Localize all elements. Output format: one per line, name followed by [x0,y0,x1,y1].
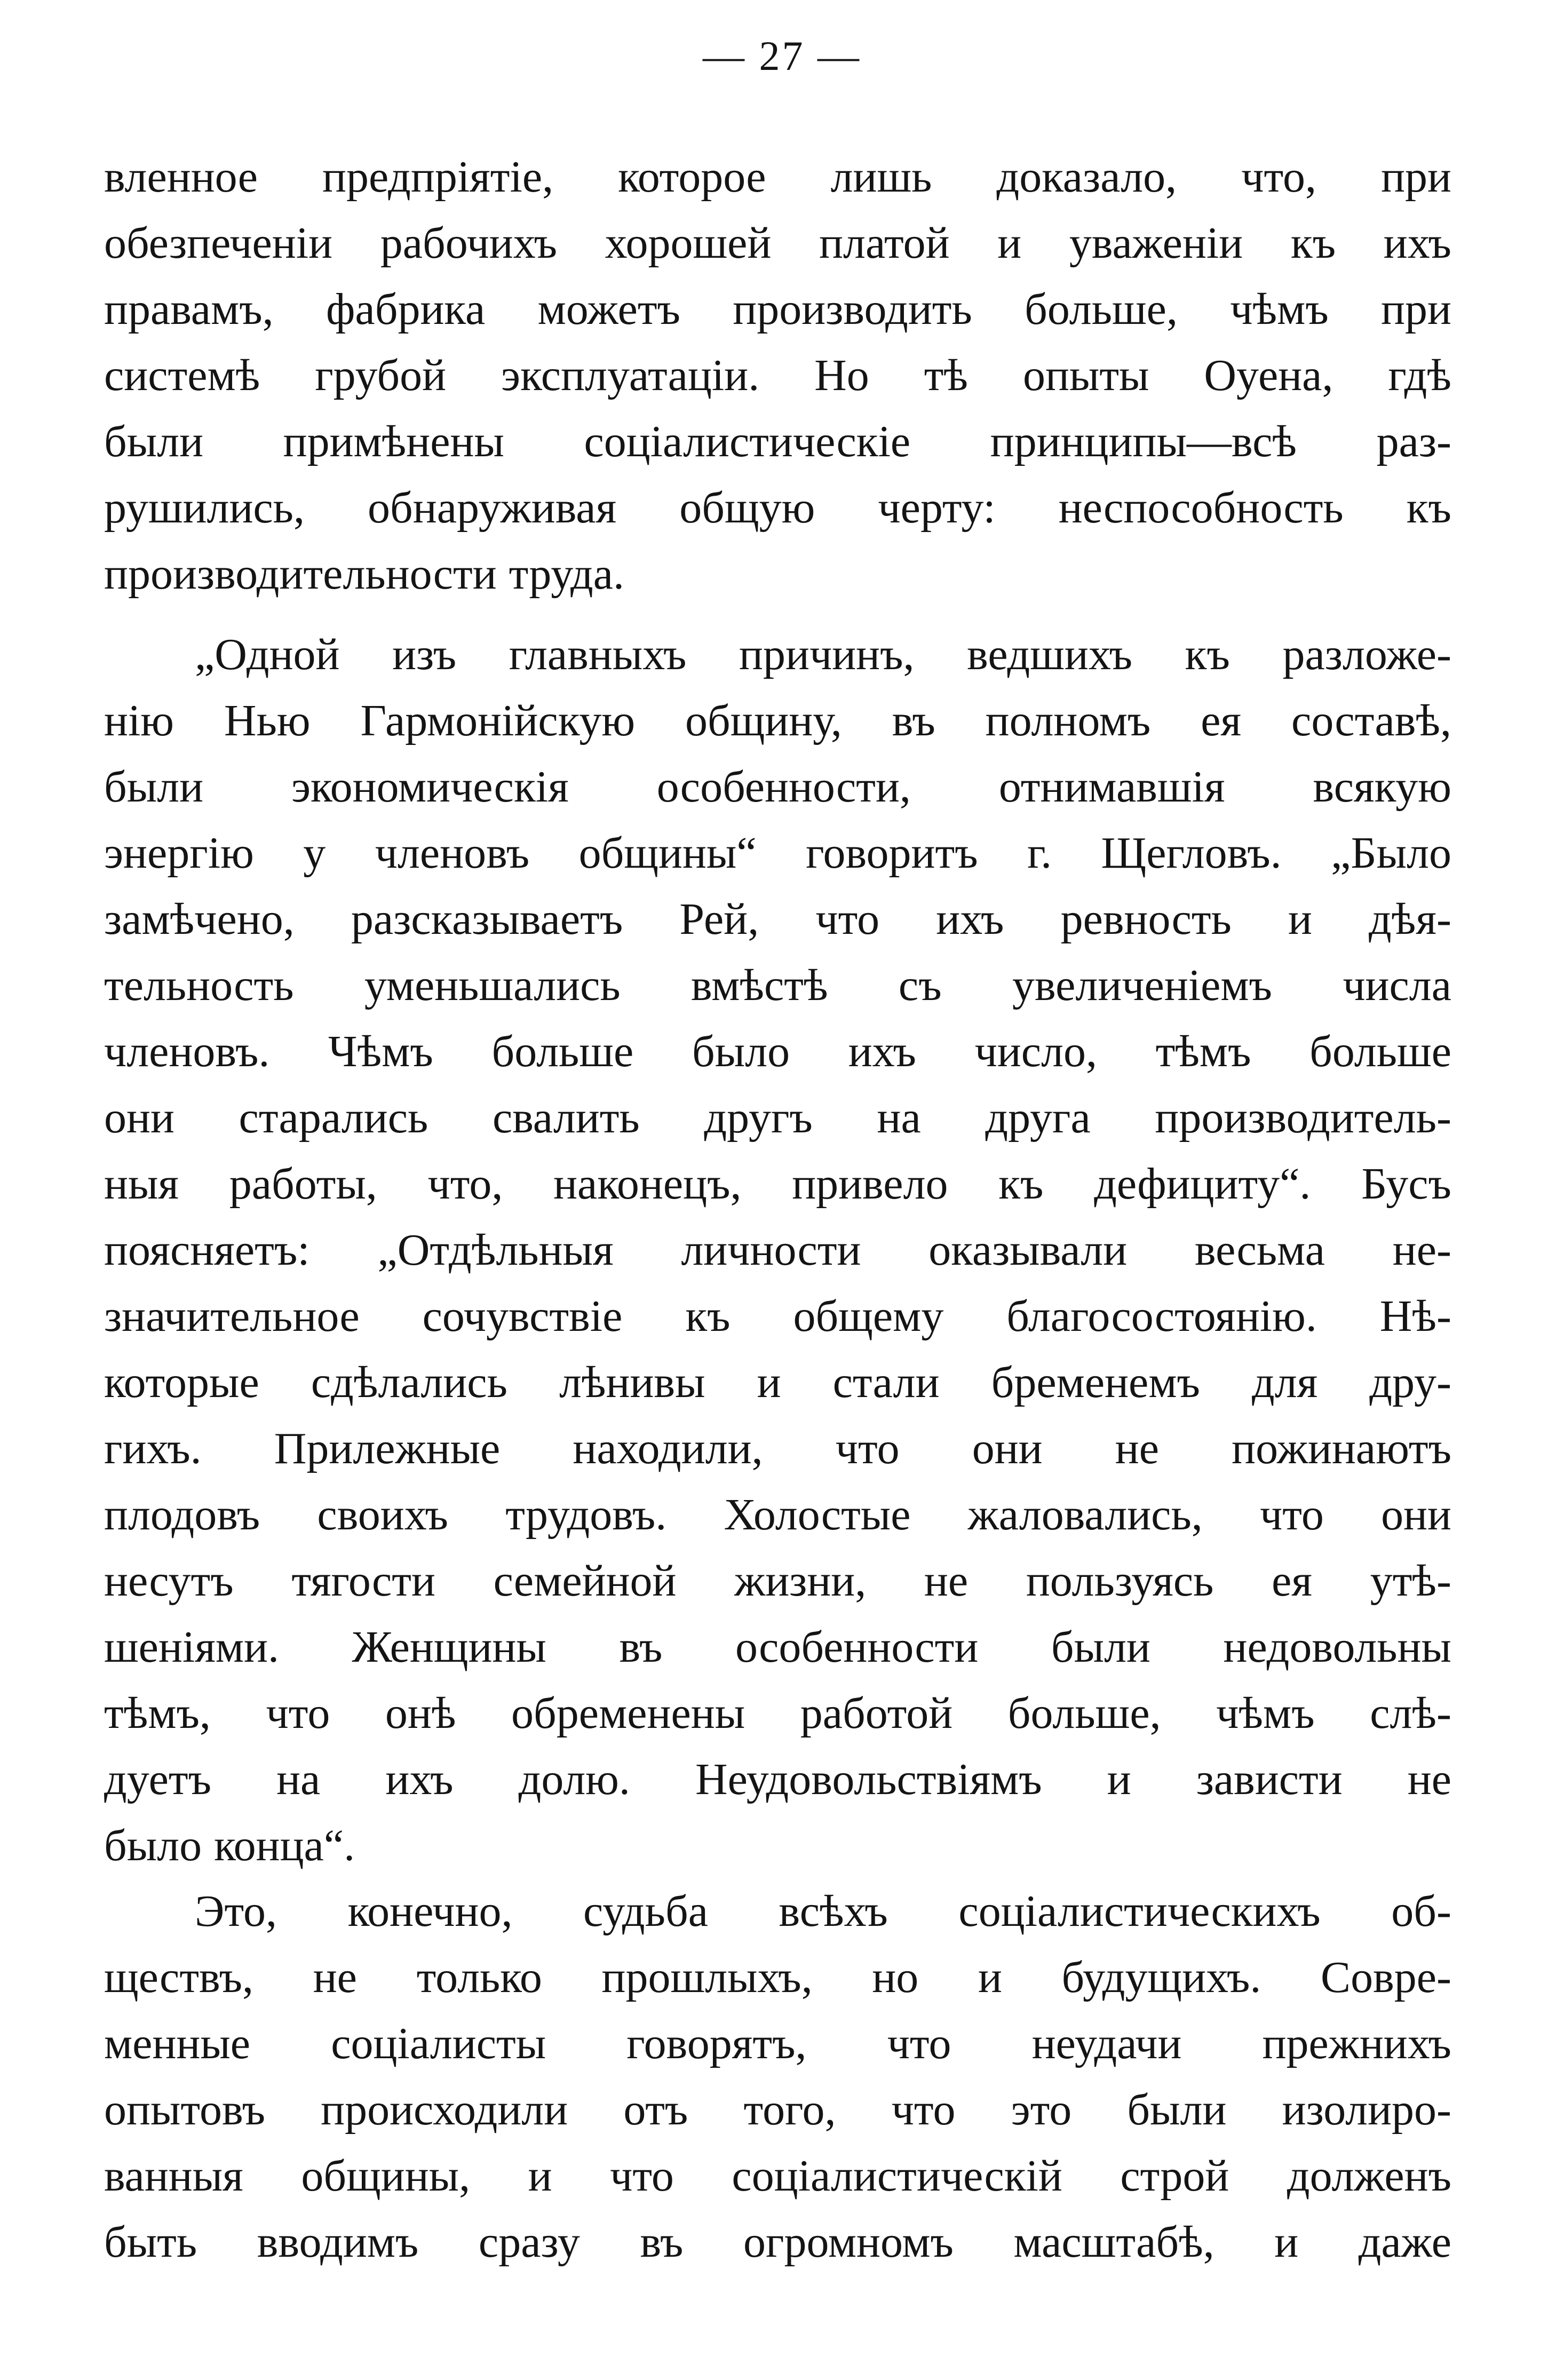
text-line: „Одной изъ главныхъ причинъ, ведшихъ къ разложе- [195,630,1451,679]
text-line: они старались свалить другъ на друга производитель- [104,1093,1451,1143]
text-line: членовъ. Чѣмъ больше было ихъ число, тѣмъ больше [104,1027,1451,1076]
text-line: плодовъ своихъ трудовъ. Холостые жаловались, что они [104,1490,1451,1540]
text-line: правамъ, фабрика можетъ производить больше, чѣмъ при [104,284,1451,334]
text-line: замѣчено, разсказываетъ Рей, что ихъ ревность и дѣя- [104,894,1451,944]
text-line: несутъ тягости семейной жизни, не пользуясь ея утѣ- [104,1556,1451,1606]
text-line: тѣмъ, что онѣ обременены работой больше, чѣмъ слѣ- [104,1688,1451,1738]
paragraph-1 [104,144,1451,607]
page-number: — 27 — [703,33,861,79]
text-line: ществъ, не только прошлыхъ, но и будущихъ. Совре- [104,1953,1451,2002]
paragraph-3 [104,1878,1451,2275]
text-line: менные соціалисты говорятъ, что неудачи прежнихъ [104,2019,1451,2068]
text-line: было конца“. [104,1821,355,1870]
text-line: вленное предпріятіе, которое лишь доказало, что, при [104,152,1451,202]
text-line: ныя работы, что, наконецъ, привело къ дефициту“. Бусъ [104,1159,1451,1209]
text-line: опытовъ происходили отъ того, что это были изолиро- [104,2085,1451,2135]
text-line: обезпеченіи рабочихъ хорошей платой и уваженіи къ ихъ [104,218,1451,268]
text-line: дуетъ на ихъ долю. Неудовольствіямъ и зависти не [104,1755,1451,1804]
text-line: шеніями. Женщины въ особенности были недовольны [104,1622,1451,1672]
text-line: ванныя общины, и что соціалистическій строй долженъ [104,2151,1451,2201]
paragraph-2 [104,622,1451,1879]
text-line: значительное сочувствіе къ общему благосостоянію. Нѣ- [104,1291,1451,1341]
text-line: производительности труда. [104,549,625,599]
text-line: нію Нью Гармонійскую общину, въ полномъ ея составѣ, [104,696,1451,745]
text-line: были экономическія особенности, отнимавшія всякую [104,762,1451,812]
text-line: быть вводимъ сразу въ огромномъ масштабѣ, и даже [104,2217,1451,2267]
text-line: рушились, обнаруживая общую черту: неспособность къ [104,483,1451,533]
text-line: системѣ грубой эксплуатаціи. Но тѣ опыты Оуена, гдѣ [104,351,1451,400]
text-line: Это, конечно, судьба всѣхъ соціалистическихъ об- [195,1886,1451,1936]
text-line: энергію у членовъ общины“ говоритъ г. Щегловъ. „Было [104,828,1451,878]
text-line: были примѣнены соціалистическіе принципы—всѣ раз- [104,417,1451,466]
text-line: гихъ. Прилежные находили, что они не пожинаютъ [104,1424,1451,1473]
text-line: тельность уменьшались вмѣстѣ съ увеличеніемъ числа [104,961,1451,1010]
text-line: которые сдѣлались лѣнивы и стали бременемъ для дру- [104,1358,1451,1407]
text-line: поясняетъ: „Отдѣльныя личности оказывали весьма не- [104,1225,1451,1275]
